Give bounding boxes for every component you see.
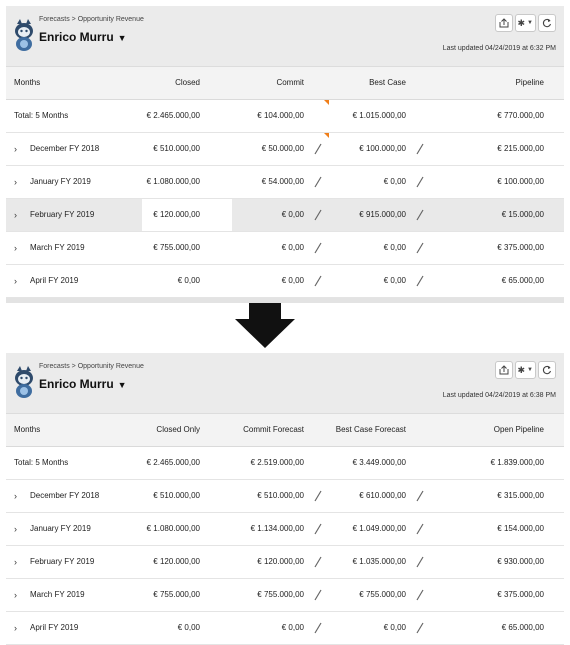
cell-closed: € 510.000,00	[153, 144, 200, 153]
table-header	[6, 67, 564, 100]
table-row[interactable]	[6, 133, 564, 166]
table-row[interactable]	[6, 546, 564, 579]
cell-best-case: € 755.000,00	[359, 590, 406, 599]
cell-best-case: € 1.035.000,00	[352, 557, 406, 566]
total-row	[6, 100, 564, 133]
col-best-case[interactable]: Best Case	[369, 78, 406, 87]
table-row[interactable]	[6, 480, 564, 513]
cell-pipeline: € 100.000,00	[497, 177, 544, 186]
cell-best-case: € 100.000,00	[359, 144, 406, 153]
cell-closed: € 1.080.000,00	[146, 177, 200, 186]
pencil-icon[interactable]	[313, 556, 323, 568]
cell-best-case: € 0,00	[383, 623, 406, 632]
owner-caret-icon: ▼	[117, 380, 127, 390]
pencil-icon[interactable]	[313, 143, 323, 155]
pencil-icon[interactable]	[415, 589, 425, 601]
row-month: January FY 2019	[30, 177, 91, 186]
total-closed: € 2.465.000,00	[146, 111, 200, 120]
chevron-right-icon[interactable]: ›	[14, 623, 17, 633]
forecast-panel-after	[6, 353, 564, 645]
refresh-button[interactable]	[538, 14, 556, 32]
row-month: March FY 2019	[30, 590, 85, 599]
pencil-icon[interactable]	[313, 589, 323, 601]
chevron-right-icon[interactable]: ›	[14, 243, 17, 253]
total-closed: € 2.465.000,00	[146, 458, 200, 467]
pencil-icon[interactable]	[313, 209, 323, 221]
settings-menu-button[interactable]	[515, 14, 537, 32]
total-commit: € 104.000,00	[257, 111, 304, 120]
total-commit: € 2.519.000,00	[250, 458, 304, 467]
pencil-icon[interactable]	[415, 143, 425, 155]
cell-pipeline: € 375.000,00	[497, 590, 544, 599]
refresh-button[interactable]	[538, 361, 556, 379]
total-row	[6, 447, 564, 480]
table-row[interactable]	[6, 232, 564, 265]
col-closed[interactable]: Closed	[175, 78, 200, 87]
chevron-right-icon[interactable]: ›	[14, 177, 17, 187]
pencil-icon[interactable]	[415, 490, 425, 502]
col-pipeline[interactable]: Pipeline	[515, 78, 544, 87]
cell-best-case: € 0,00	[383, 243, 406, 252]
gear-icon: ✱	[517, 364, 526, 375]
pencil-icon[interactable]	[313, 622, 323, 634]
cell-pipeline: € 930.000,00	[497, 557, 544, 566]
cell-pipeline: € 215.000,00	[497, 144, 544, 153]
export-button[interactable]	[495, 14, 513, 32]
arrow-down-icon	[233, 303, 297, 349]
cell-closed: € 1.080.000,00	[146, 524, 200, 533]
col-open-pipeline[interactable]: Open Pipeline	[493, 425, 544, 434]
table-row[interactable]	[6, 265, 564, 298]
table-row[interactable]	[6, 166, 564, 199]
cell-closed: € 120.000,00	[153, 210, 200, 219]
cell-commit: € 510.000,00	[257, 491, 304, 500]
cell-closed: € 120.000,00	[153, 557, 200, 566]
refresh-icon	[542, 365, 552, 375]
owner-name: Enrico Murru	[39, 377, 114, 391]
cell-best-case: € 610.000,00	[359, 491, 406, 500]
cell-pipeline: € 375.000,00	[497, 243, 544, 252]
astro-avatar-icon	[13, 18, 35, 52]
cell-commit: € 0,00	[281, 623, 304, 632]
col-closed-only[interactable]: Closed Only	[156, 425, 200, 434]
row-month: December FY 2018	[30, 144, 100, 153]
cell-closed: € 510.000,00	[153, 491, 200, 500]
cell-best-case: € 0,00	[383, 276, 406, 285]
pencil-icon[interactable]	[313, 275, 323, 287]
export-icon	[499, 18, 509, 28]
pencil-icon[interactable]	[313, 176, 323, 188]
row-month: April FY 2019	[30, 276, 79, 285]
pencil-icon[interactable]	[415, 275, 425, 287]
last-updated: Last updated 04/24/2019 at 6:38 PM	[442, 392, 556, 399]
export-button[interactable]	[495, 361, 513, 379]
total-best-case: € 1.015.000,00	[352, 111, 406, 120]
row-month: January FY 2019	[30, 524, 91, 533]
col-months[interactable]: Months	[14, 78, 41, 87]
refresh-icon	[542, 18, 552, 28]
table-row-selected[interactable]	[6, 199, 564, 232]
col-commit-forecast[interactable]: Commit Forecast	[243, 425, 304, 434]
pencil-icon[interactable]	[313, 490, 323, 502]
cell-pipeline: € 154.000,00	[497, 524, 544, 533]
forecast-header	[6, 6, 564, 67]
col-best-case-forecast[interactable]: Best Case Forecast	[335, 425, 406, 434]
cell-closed: € 755.000,00	[153, 243, 200, 252]
chevron-right-icon[interactable]: ›	[14, 144, 17, 154]
cell-commit: € 755.000,00	[257, 590, 304, 599]
chevron-down-icon: ▼	[527, 20, 533, 26]
table-row[interactable]	[6, 579, 564, 612]
cell-commit: € 0,00	[281, 243, 304, 252]
pencil-icon[interactable]	[415, 242, 425, 254]
chevron-right-icon[interactable]: ›	[14, 557, 17, 567]
forecast-header	[6, 353, 564, 414]
total-label: Total: 5 Months	[14, 458, 69, 467]
cell-pipeline: € 65.000,00	[501, 276, 544, 285]
settings-menu-button[interactable]	[515, 361, 537, 379]
astro-avatar-icon	[13, 365, 35, 399]
cell-closed: € 755.000,00	[153, 590, 200, 599]
total-pipeline: € 1.839.000,00	[490, 458, 544, 467]
total-label: Total: 5 Months	[14, 111, 69, 120]
breadcrumb[interactable]: Forecasts > Opportunity Revenue	[39, 363, 144, 370]
pencil-icon[interactable]	[313, 523, 323, 535]
chevron-right-icon[interactable]: ›	[14, 210, 17, 220]
cell-best-case: € 915.000,00	[359, 210, 406, 219]
pencil-icon[interactable]	[313, 242, 323, 254]
toolbar	[495, 361, 557, 379]
chevron-right-icon[interactable]: ›	[14, 491, 17, 501]
total-pipeline: € 770.000,00	[497, 111, 544, 120]
pencil-icon[interactable]	[415, 176, 425, 188]
cell-commit: € 54.000,00	[261, 177, 304, 186]
row-month: April FY 2019	[30, 623, 79, 632]
pencil-icon[interactable]	[415, 622, 425, 634]
pencil-icon[interactable]	[415, 523, 425, 535]
pencil-icon[interactable]	[415, 556, 425, 568]
chevron-right-icon[interactable]: ›	[14, 590, 17, 600]
gear-icon: ✱	[517, 17, 526, 28]
chevron-right-icon[interactable]: ›	[14, 276, 17, 286]
cell-pipeline: € 15.000,00	[501, 210, 544, 219]
owner-caret-icon: ▼	[117, 33, 127, 43]
table-row[interactable]	[6, 513, 564, 546]
owner-name: Enrico Murru	[39, 30, 114, 44]
cell-best-case: € 0,00	[383, 177, 406, 186]
changed-flag-icon	[324, 100, 329, 105]
table-row[interactable]	[6, 612, 564, 645]
row-month: February FY 2019	[30, 557, 95, 566]
col-months[interactable]: Months	[14, 425, 41, 434]
last-updated: Last updated 04/24/2019 at 6:32 PM	[442, 45, 556, 52]
cell-closed: € 0,00	[177, 623, 200, 632]
cell-pipeline: € 315.000,00	[497, 491, 544, 500]
changed-flag-icon	[324, 133, 329, 138]
cell-commit: € 50.000,00	[261, 144, 304, 153]
export-icon	[499, 365, 509, 375]
cell-commit: € 120.000,00	[257, 557, 304, 566]
owner-selector[interactable]	[39, 30, 127, 44]
pencil-icon[interactable]	[415, 209, 425, 221]
toolbar	[495, 14, 557, 32]
cell-pipeline: € 65.000,00	[501, 623, 544, 632]
cell-commit: € 0,00	[281, 276, 304, 285]
forecast-panel-before	[6, 6, 564, 303]
col-commit[interactable]: Commit	[276, 78, 304, 87]
cell-closed: € 0,00	[177, 276, 200, 285]
cell-best-case: € 1.049.000,00	[352, 524, 406, 533]
chevron-right-icon[interactable]: ›	[14, 524, 17, 534]
cell-commit: € 0,00	[281, 210, 304, 219]
total-best-case: € 3.449.000,00	[352, 458, 406, 467]
row-month: March FY 2019	[30, 243, 85, 252]
table-header	[6, 414, 564, 447]
row-month: December FY 2018	[30, 491, 100, 500]
chevron-down-icon: ▼	[527, 367, 533, 373]
breadcrumb[interactable]: Forecasts > Opportunity Revenue	[39, 16, 144, 23]
row-month: February FY 2019	[30, 210, 95, 219]
owner-selector[interactable]	[39, 377, 127, 391]
cell-commit: € 1.134.000,00	[250, 524, 304, 533]
